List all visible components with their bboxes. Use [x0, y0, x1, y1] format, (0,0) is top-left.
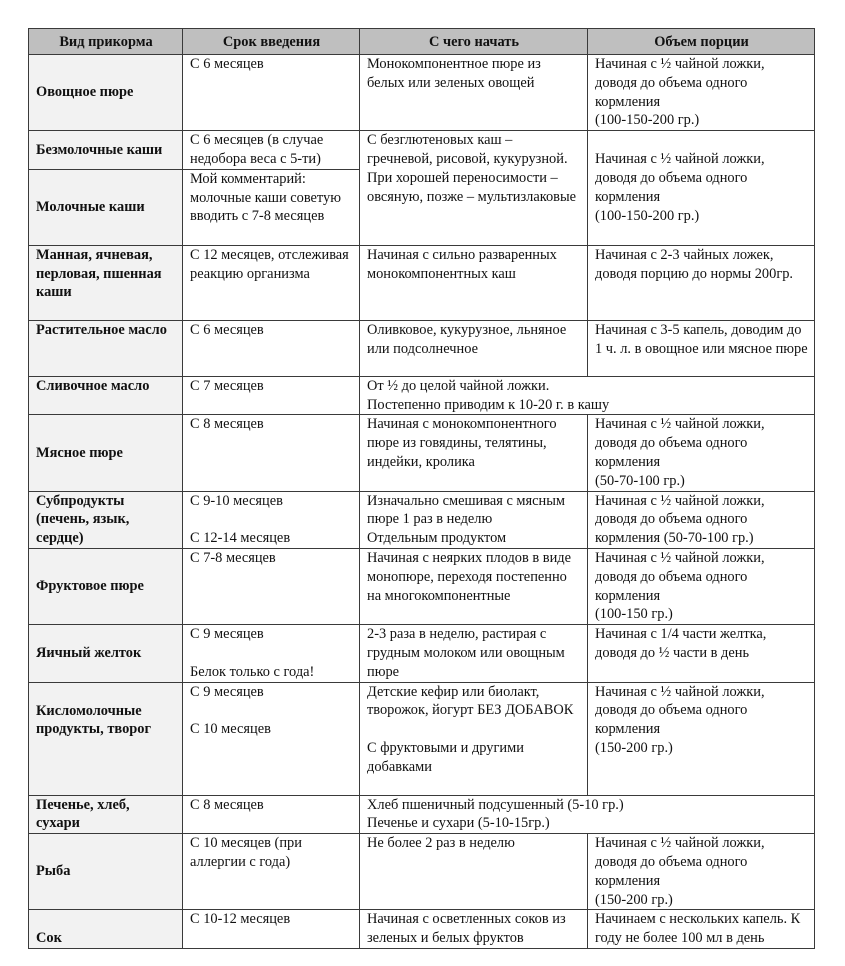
- volume-cell: Начиная с ½ чайной ложки, доводя до объема одного кормления (50-70-100 гр.): [588, 491, 815, 548]
- volume-text: Начиная с ½ чайной ложки, доводя до объема одного кормления: [595, 549, 765, 604]
- combined-line: Печенье и сухари (5-10-15гр.): [367, 815, 550, 832]
- food-name: Мясное пюре: [29, 415, 183, 491]
- start-line: Отдельным продуктом: [367, 530, 507, 547]
- volume-text: Начиная с ½ чайной ложки, доводя до объема одного кормления: [595, 151, 765, 205]
- row-grains: [29, 245, 815, 320]
- start-cell: Не более 2 раз в неделю: [360, 834, 588, 910]
- food-name: Рыба: [29, 834, 183, 910]
- food-name: Растительное масло: [29, 320, 183, 376]
- combined-cell: [360, 376, 815, 415]
- volume-cell: [588, 548, 815, 624]
- term-line: С 9-10 месяцев: [190, 492, 283, 509]
- start-cell: [360, 491, 588, 548]
- food-name: Фруктовое пюре: [29, 548, 183, 624]
- combined-line: Хлеб пшеничный подсушенный (5-10 гр.): [367, 796, 624, 813]
- volume-cell: [588, 834, 815, 910]
- header-start: С чего начать: [360, 29, 588, 55]
- term-line: С 10 месяцев: [190, 721, 271, 738]
- term-cell: С 7-8 месяцев: [183, 548, 360, 624]
- food-name: Манная, ячневая, перловая, пшенная каши: [29, 245, 183, 320]
- start-cell: [360, 131, 588, 246]
- food-name: Сок: [29, 910, 183, 949]
- header-volume: Объем порции: [588, 29, 815, 55]
- row-sourmilk: [29, 682, 815, 795]
- volume-cell: Начиная с 1/4 части желтка, доводя до ½ части в день: [588, 625, 815, 682]
- row-butter: [29, 376, 815, 415]
- row-offal: [29, 491, 815, 548]
- start-cell: Оливковое, кукурузное, льняное или подсолнечное: [360, 320, 588, 376]
- term-cell: С 12 месяцев, отслеживая реакцию организма: [183, 245, 360, 320]
- food-name: Сливочное масло: [29, 376, 183, 415]
- row-fruit: [29, 548, 815, 624]
- combined-line: От ½ до целой чайной ложки.: [367, 377, 550, 394]
- volume-text: Начиная с ½ чайной ложки, доводя до объема одного кормления: [595, 56, 765, 110]
- row-juice: [29, 910, 815, 949]
- volume-cell: [588, 682, 815, 795]
- volume-amount: (100-150 гр.): [595, 606, 673, 623]
- volume-amount: (150-200 гр.): [595, 891, 673, 908]
- volume-text: Начиная с ½ чайной ложки, доводя до объема одного кормления: [595, 835, 765, 889]
- header-type: Вид прикорма: [29, 29, 183, 55]
- start-line: Детские кефир или биолакт, творожок, йогурт БЕЗ ДОБАВОК: [367, 683, 574, 719]
- volume-cell: Начинаем с нескольких капель. К году не более 100 мл в день: [588, 910, 815, 949]
- term-line: С 12-14 месяцев: [190, 530, 291, 547]
- term-cell: [183, 682, 360, 795]
- start-line: Изначально смешивая с мясным пюре 1 раз в неделю: [367, 492, 566, 528]
- term-cell: С 7 месяцев: [183, 376, 360, 415]
- volume-cell: [588, 55, 815, 131]
- volume-text: Начиная с ½ чайной ложки, доводя до объема одного кормления: [595, 416, 765, 470]
- start-line: С фруктовыми и другими добавками: [367, 739, 524, 775]
- row-fish: [29, 834, 815, 910]
- start-cell: Начиная с осветленных соков из зеленых и белых фруктов: [360, 910, 588, 949]
- row-bread: [29, 795, 815, 834]
- start-cell: Начиная с сильно разваренных монокомпонентных каш: [360, 245, 588, 320]
- term-cell: С 6 месяцев (в случае недобора веса с 5-ти): [183, 131, 360, 170]
- row-yolk: [29, 625, 815, 682]
- row-meat: [29, 415, 815, 491]
- volume-amount: (100-150-200 гр.): [595, 112, 700, 129]
- food-name: Субпродукты (печень, язык, сердце): [29, 491, 183, 548]
- term-cell: [183, 625, 360, 682]
- row-vegoil: [29, 320, 815, 376]
- food-name: Яичный желток: [29, 625, 183, 682]
- term-note: Белок только с года!: [190, 663, 315, 680]
- term-cell: [183, 491, 360, 548]
- start-cell: 2-3 раза в неделю, растирая с грудным молоком или овощным пюре: [360, 625, 588, 682]
- start-cell: Начиная с монокомпонентного пюре из говядины, телятины, индейки, кролика: [360, 415, 588, 491]
- food-name: Овощное пюре: [29, 55, 183, 131]
- volume-cell: [588, 131, 815, 246]
- volume-cell: Начиная с 2-3 чайных ложек, доводя порцию до нормы 200гр.: [588, 245, 815, 320]
- term-line: С 9 месяцев: [190, 683, 264, 700]
- term-cell: С 10-12 месяцев: [183, 910, 360, 949]
- term-cell: Мой комментарий: молочные каши советую вводить с 7-8 месяцев: [183, 169, 360, 245]
- start-line: С безглютеновых каш – гречневой, рисовой, кукурузной.: [367, 132, 568, 167]
- term-cell: С 6 месяцев: [183, 320, 360, 376]
- volume-amount: (50-70-100 гр.): [595, 472, 685, 489]
- term-cell: С 8 месяцев: [183, 795, 360, 834]
- volume-amount: (100-150-200 гр.): [595, 207, 700, 224]
- header-row: [29, 29, 815, 55]
- term-cell: С 10 месяцев (при аллергии с года): [183, 834, 360, 910]
- term-cell: С 6 месяцев: [183, 55, 360, 131]
- term-line: С 9 месяцев: [190, 626, 264, 643]
- combined-cell: [360, 795, 815, 834]
- start-cell: Монокомпонентное пюре из белых или зеленых овощей: [360, 55, 588, 131]
- volume-cell: [588, 415, 815, 491]
- term-cell: С 8 месяцев: [183, 415, 360, 491]
- volume-text: Начиная с ½ чайной ложки, доводя до объема одного кормления: [595, 683, 765, 738]
- food-name: Молочные каши: [29, 169, 183, 245]
- combined-line: Постепенно приводим к 10-20 г. в кашу: [367, 396, 610, 413]
- volume-cell: Начиная с 3-5 капель, доводим до 1 ч. л. в овощное или мясное пюре: [588, 320, 815, 376]
- volume-amount: (150-200 гр.): [595, 739, 673, 756]
- start-cell: [360, 682, 588, 795]
- food-name: Печенье, хлеб, сухари: [29, 795, 183, 834]
- start-cell: Начиная с неярких плодов в виде монопюре, переходя постепенно на многокомпонентные: [360, 548, 588, 624]
- food-name: Безмолочные каши: [29, 131, 183, 170]
- row-dairyfree: [29, 131, 815, 170]
- row-vegpuree: [29, 55, 815, 131]
- start-line: При хорошей переносимости – овсяную, позже – мультизлаковые: [367, 169, 577, 205]
- feeding-table: [28, 28, 815, 949]
- food-name: Кисломолочные продукты, творог: [29, 682, 183, 795]
- header-term: Срок введения: [183, 29, 360, 55]
